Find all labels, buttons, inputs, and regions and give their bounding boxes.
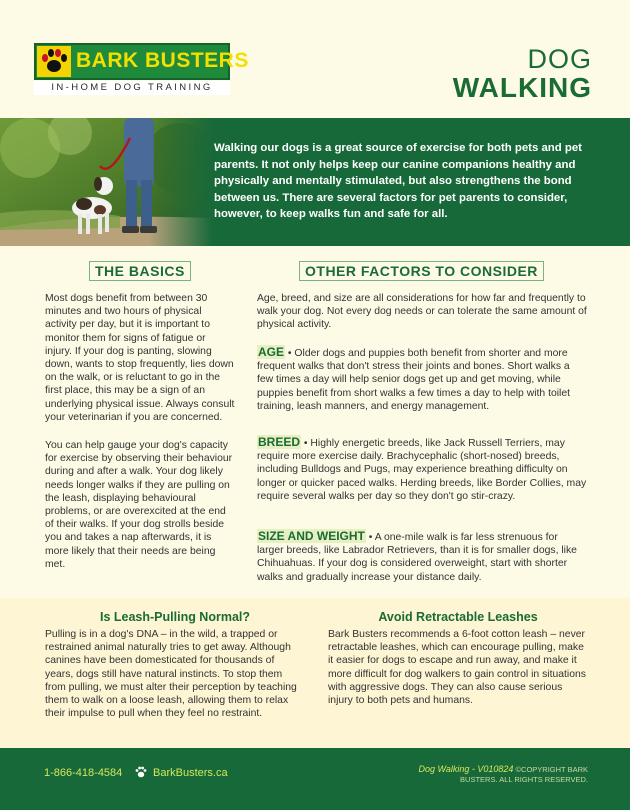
- retractable-text: Bark Busters recommends a 6-foot cotton leash – never retractable leashes, which can encourage pulling, make it easier for dogs to escape and run away, and make it more difficult for dog walkers to gain control in situations with aggressive dogs. They can also cause serious injury to both pets and humans.: [328, 629, 586, 707]
- page-title-line2: WALKING: [452, 72, 592, 103]
- factors-intro: Age, breed, and size are all considerations for how far and frequently to walk your dog. Not every dog needs or can tolerate the same amount of physical activity.: [257, 293, 587, 331]
- logo-text: BARK BUSTERS: [76, 49, 249, 72]
- copyright-notice: [402, 764, 588, 785]
- logo-paw-badge: [37, 46, 71, 77]
- dog-walking-photo: [0, 118, 212, 246]
- leash-pulling-text: Pulling is in a dog's DNA – in the wild, a trapped or restrained animal naturally tries to get away. Although canines have been domesticated for thousands of years, dogs still have natural instincts. To stop them from pulling, we must alter their perception by teaching them to walk on a loose leash, allowing them to relax their impulse to pull when they feel no restraint.: [45, 629, 297, 720]
- paw-icon: [134, 765, 148, 779]
- document-code: Dog Walking - V010824: [418, 764, 514, 774]
- basics-paragraph-1: Most dogs benefit from between 30 minutes and two hours of physical activity per day, but it is important to monitor them for signs of fatigue or injury. If your dog is panting, slowing down, wants to stop frequently, lies down on the walk, or is reluctant to go in the first place, this may be a sign of an underlying physical issue. Always consult your veterinarian if you are concerned.: [45, 293, 235, 423]
- basics-heading: THE BASICS: [89, 261, 191, 281]
- factors-heading: OTHER FACTORS TO CONSIDER: [299, 261, 544, 281]
- paw-icon: [37, 46, 71, 77]
- tips-band: [0, 598, 630, 748]
- factor-size-weight: [257, 530, 587, 584]
- basics-paragraph-2: You can help gauge your dog's capacity for exercise by observing their behaviour during and after a walk. Your dog likely needs longer walks if they are pulling on the leash, displaying behavioural problems, or are overexcited at the end of their walks. If your dog strolls beside you and takes a nap afterwards, it is more likely that their needs are being met.: [45, 440, 233, 570]
- leash-pulling-heading: Is Leash-Pulling Normal?: [99, 610, 251, 624]
- size-text: • A one-mile walk is far less strenuous for larger breeds, like Labrador Retrievers, than it is for smaller dogs, like Chihuahuas. If your dog is considered overweight, start with shorter walks and gradually increase your distance daily.: [257, 532, 577, 583]
- footer: [0, 748, 630, 810]
- factor-breed: [257, 436, 587, 503]
- page-title-line1: DOG: [527, 44, 592, 74]
- intro-paragraph: Walking our dogs is a great source of exercise for both pets and pet parents. It not only helps keep our canine companions healthy and physically and mentally stimulated, but also strengthens the bond between us. There are several factors for pet parents to consider, however, to keep walks fun and safe for all.: [214, 142, 582, 221]
- breed-text: • Highly energetic breeds, like Jack Russell Terriers, may require more exercise daily. Brachycephalic (short-nosed) breeds, including Bulldogs and Pugs, may experience breathing difficulty on longer or quicker paced walks. Herding breeds, like Border Collies, may require several walks per day so they don't go stir-crazy.: [257, 438, 587, 502]
- bark-busters-logo[interactable]: [34, 43, 249, 95]
- copyright-text: ©COPYRIGHT BARK BUSTERS. ALL RIGHTS RESERVED.: [460, 765, 588, 784]
- age-keyword: AGE: [258, 345, 285, 359]
- header: [0, 0, 630, 118]
- retractable-heading: Avoid Retractable Leashes: [378, 610, 538, 624]
- logo-tagline: IN-HOME DOG TRAINING: [34, 81, 230, 95]
- age-text: • Older dogs and puppies both benefit from shorter and more frequent walks that don't stress their joints and bones. Short walks a few times a day will help senior dogs get up and get moving, while puppies benefit from short walks a few times a day to help with toilet training, leash manners, and energy management.: [257, 348, 571, 412]
- breed-keyword: BREED: [258, 435, 301, 449]
- factor-age: [257, 346, 587, 413]
- logo-banner: [34, 43, 249, 80]
- phone-number[interactable]: 1-866-418-4584: [44, 767, 123, 779]
- hero-banner: [0, 118, 630, 246]
- website-link[interactable]: BarkBusters.ca: [153, 767, 228, 779]
- size-keyword: SIZE AND WEIGHT: [258, 529, 365, 543]
